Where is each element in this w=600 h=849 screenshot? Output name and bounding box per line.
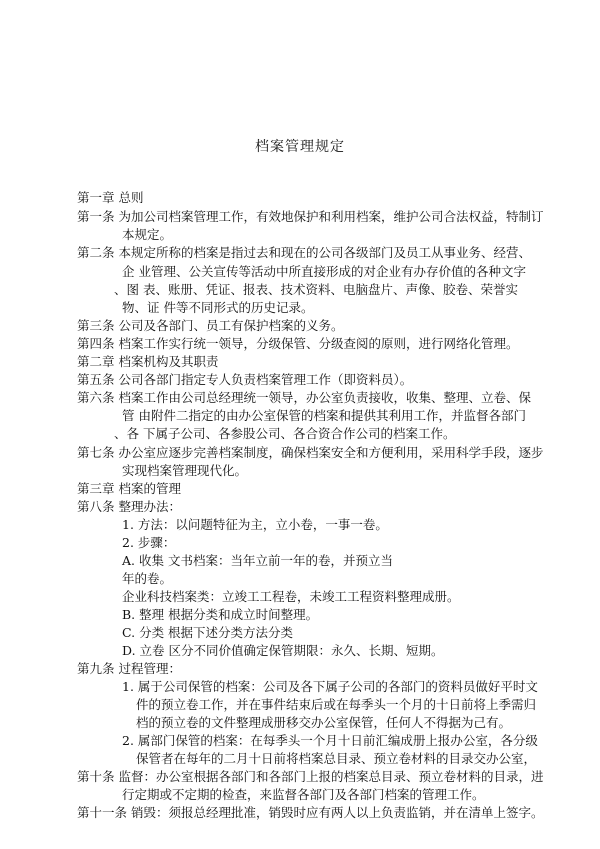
chapter-heading-1: 第一章 总则 (77, 190, 144, 205)
article-2-line-3: 、图 表、账册、凭证、报表、技术资料、电脑盘片、声像、胶卷、荣誉实 (114, 282, 518, 297)
page-title: 档案管理规定 (255, 139, 345, 155)
article-9-item-1-line-1: 1. 属于公司保管的档案：公司及各下属子公司的各部门的资料员做好平时文 (122, 679, 538, 694)
article-8-step-a-line-1: A. 收集 文书档案：当年立前一年的卷，并预立当 (122, 553, 393, 568)
article-2-line-1: 第二条 本规定所称的档案是指过去和现在的公司各级部门及员工从事业务、经营、 (77, 245, 531, 260)
article-9-item-2-line-1: 2. 属部门保管的档案：在每季头一个月十日前汇编成册上报办公室，各分级 (122, 733, 538, 748)
article-6-line-3: 、各 下属子公司、各参股公司、各合资合作公司的档案工作。 (114, 426, 456, 441)
article-5-line-1: 第五条 公司各部门指定专人负责档案管理工作（即资料员）。 (77, 372, 413, 387)
article-9-item-1-line-2: 件的预立卷工作，并在事件结束后或在每季头一个月的十日前将上季需归 (136, 697, 537, 712)
article-10-line-2: 行定期或不定期的检查，来监督各部门及各部门档案的管理工作。 (122, 787, 485, 802)
article-8-line-1: 第八条 整理办法： (77, 499, 181, 514)
article-1-line-2: 本规定。 (122, 227, 173, 242)
article-6-line-1: 第六条 档案工作由公司总经理统一领导，办公室负责接收，收集、整理、立卷、保 (77, 390, 531, 405)
article-4-line-1: 第四条 档案工作实行统一领导，分级保管、分级查阅的原则，进行网络化管理。 (77, 336, 519, 351)
chapter-heading-3: 第三章 档案的管理 (77, 481, 181, 496)
article-7-line-1: 第七条 办公室应逐步完善档案制度，确保档案安全和方便利用，采用科学手段，逐步 (77, 445, 544, 460)
article-8-step-a-line-2: 年的卷。 (122, 571, 173, 586)
article-3-line-1: 第三条 公司及各部门、员工有保护档案的义务。 (77, 318, 344, 333)
article-8-item-1: 1. 方法：以问题特征为主，立小卷，一事一卷。 (122, 517, 388, 532)
article-7-line-2: 实现档案管理现代化。 (122, 463, 248, 478)
article-8-step-c: C. 分类 根据下述分类方法分类 (122, 625, 294, 640)
article-11-line-1: 第十一条 销毁：须报总经理批准，销毁时应有两人以上负责监销，并在清单上签字。 (77, 805, 544, 820)
article-6-line-2: 管 由附件二指定的由办公室保管的档案和提供其利用工作，并监督各部门 (122, 408, 526, 423)
chapter-heading-2: 第二章 档案机构及其职责 (77, 354, 219, 369)
article-8-item-2: 2. 步骤： (122, 535, 176, 550)
article-9-item-2-line-2: 保管者在每年的二月十日前将档案总目录、预立卷材料的目录交办公室， (136, 751, 537, 766)
article-8-step-b: B. 整理 根据分类和成立时间整理。 (122, 607, 319, 622)
article-9-item-1-line-3: 档的预立卷的文件整理成册移交办公室保管，任何人不得据为己有。 (136, 715, 512, 730)
article-1-line-1: 第一条 为加公司档案管理工作，有效地保护和利用档案，维护公司合法权益，特制订 (77, 209, 544, 224)
article-8-step-a-line-3: 企业科技档案类：立竣工工程卷，未竣工工程资料整理成册。 (122, 589, 460, 604)
article-2-line-2: 企 业管理、公关宣传等活动中所直接形成的对企业有办存价值的各种文字 (122, 264, 526, 279)
article-10-line-1: 第十条 监督：办公室根据各部门和各部门上报的档案总目录、预立卷材料的目录，进 (77, 769, 544, 784)
article-8-step-d: D. 立卷 区分不同价值确定保管期限：永久、长期、短期。 (122, 643, 444, 658)
article-2-line-4: 物、证 件等不同形式的历史记录。 (122, 300, 314, 315)
article-9-line-1: 第九条 过程管理： (77, 661, 181, 676)
